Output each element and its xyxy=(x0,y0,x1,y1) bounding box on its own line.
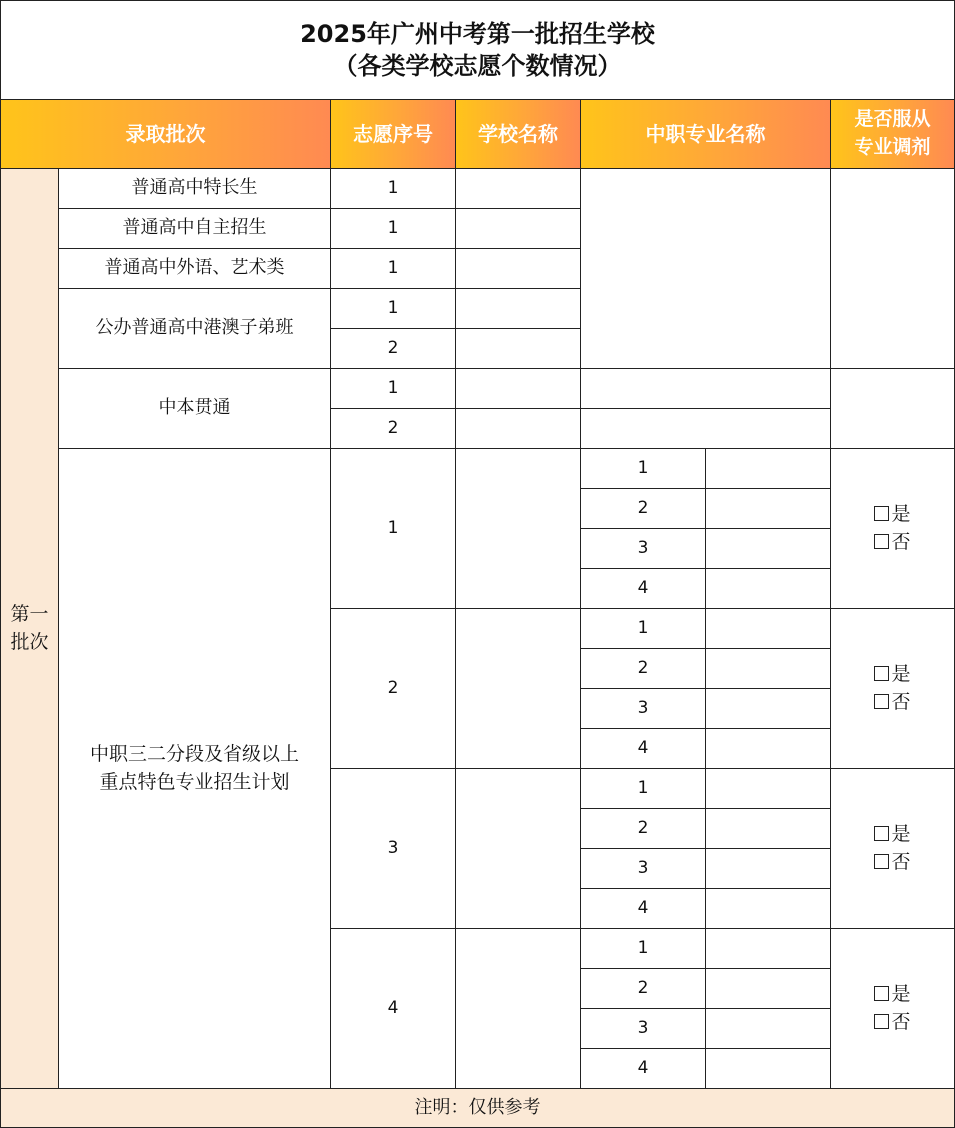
major-number xyxy=(580,448,706,489)
checkbox-icon[interactable] xyxy=(874,506,889,521)
choice-number xyxy=(330,288,456,329)
major-name-cell[interactable] xyxy=(580,408,831,449)
header-admission-batch xyxy=(0,99,331,169)
adjust-choice-group xyxy=(830,608,955,769)
school-name-cell[interactable] xyxy=(455,168,581,209)
no-label: 否 xyxy=(891,1010,911,1033)
no-label: 否 xyxy=(891,530,911,553)
major-number xyxy=(580,1048,706,1089)
major-number xyxy=(580,808,706,849)
major-number xyxy=(580,848,706,889)
major-number xyxy=(580,488,706,529)
major-number-text: 1 xyxy=(637,778,649,799)
major-name-cell[interactable] xyxy=(705,528,831,569)
major-name-cell[interactable] xyxy=(705,808,831,849)
vocational-school-name-cell[interactable] xyxy=(455,768,581,929)
major-number xyxy=(580,768,706,809)
no-label: 否 xyxy=(891,850,911,873)
yes-option[interactable] xyxy=(874,981,910,1009)
category-vocational-plan xyxy=(58,448,331,1089)
school-name-cell[interactable] xyxy=(455,368,581,409)
choice-number-text: 3 xyxy=(387,838,399,859)
adjust-blank-area xyxy=(830,368,955,449)
major-name-cell[interactable] xyxy=(705,888,831,929)
major-number-text: 3 xyxy=(637,1018,649,1039)
school-name-cell[interactable] xyxy=(455,408,581,449)
category-label: 公办普通高中港澳子弟班 xyxy=(95,317,294,339)
category-specialty-students xyxy=(58,168,331,209)
major-name-cell[interactable] xyxy=(705,928,831,969)
major-name-cell[interactable] xyxy=(705,648,831,689)
choice-number xyxy=(330,408,456,449)
category-label: 中本贯通 xyxy=(158,397,231,419)
header-accept-adjust-line-1: 是否服从 xyxy=(854,108,931,131)
major-name-cell[interactable] xyxy=(705,848,831,889)
title-line-2: （各类学校志愿个数情况） xyxy=(333,52,622,80)
major-number-text: 4 xyxy=(637,738,649,759)
school-name-cell[interactable] xyxy=(455,248,581,289)
yes-option[interactable] xyxy=(874,821,910,849)
vocational-choice-number xyxy=(330,768,456,929)
choice-number-text: 1 xyxy=(387,258,399,279)
header-admission-batch-label: 录取批次 xyxy=(125,122,206,146)
batch-label xyxy=(0,168,59,1089)
major-number xyxy=(580,608,706,649)
checkbox-icon[interactable] xyxy=(874,1014,889,1029)
category-label: 普通高中自主招生 xyxy=(122,217,267,239)
title-line-1: 2025年广州中考第一批招生学校 xyxy=(300,19,655,48)
choice-number-text: 1 xyxy=(387,218,399,239)
major-number xyxy=(580,888,706,929)
major-name-cell[interactable] xyxy=(705,1008,831,1049)
major-number xyxy=(580,648,706,689)
major-number xyxy=(580,688,706,729)
school-name-cell[interactable] xyxy=(455,288,581,329)
category-label: 普通高中特长生 xyxy=(131,177,258,199)
major-name-cell[interactable] xyxy=(705,1048,831,1089)
checkbox-icon[interactable] xyxy=(874,854,889,869)
no-option[interactable] xyxy=(874,529,910,557)
footer-note-text: 注明：仅供参考 xyxy=(414,1096,541,1118)
vocational-name-line-1: 中职三二分段及省级以上 xyxy=(89,742,299,765)
yes-label: 是 xyxy=(891,982,911,1005)
header-vocational-major-label: 中职专业名称 xyxy=(645,122,766,146)
major-name-cell[interactable] xyxy=(705,608,831,649)
choice-number-text: 1 xyxy=(387,518,399,539)
vocational-choice-number xyxy=(330,928,456,1089)
major-name-cell[interactable] xyxy=(705,968,831,1009)
choice-number-text: 1 xyxy=(387,178,399,199)
major-number-text: 2 xyxy=(637,498,649,519)
choice-number xyxy=(330,248,456,289)
choice-number-text: 2 xyxy=(387,338,399,359)
adjust-blank-area xyxy=(830,168,955,369)
major-number-text: 2 xyxy=(637,818,649,839)
checkbox-icon[interactable] xyxy=(874,666,889,681)
yes-option[interactable] xyxy=(874,661,910,689)
yes-label: 是 xyxy=(891,822,911,845)
major-number-text: 2 xyxy=(637,658,649,679)
adjust-choice-group xyxy=(830,768,955,929)
school-name-cell[interactable] xyxy=(455,328,581,369)
yes-label: 是 xyxy=(891,502,911,525)
major-number xyxy=(580,568,706,609)
no-label: 否 xyxy=(891,690,911,713)
vocational-school-name-cell[interactable] xyxy=(455,608,581,769)
major-number-text: 3 xyxy=(637,698,649,719)
page-title xyxy=(0,0,955,100)
vocational-choice-number xyxy=(330,448,456,609)
footer-note xyxy=(0,1088,955,1128)
major-number xyxy=(580,528,706,569)
major-number-text: 4 xyxy=(637,898,649,919)
choice-number xyxy=(330,208,456,249)
batch-label-line-2: 批次 xyxy=(10,630,49,653)
category-independent-admission xyxy=(58,208,331,249)
category-hk-macao-class xyxy=(58,288,331,369)
batch-label-line-1: 第一 xyxy=(10,602,49,625)
major-number xyxy=(580,728,706,769)
major-blank-area xyxy=(580,168,831,369)
header-accept-adjust-line-2: 专业调剂 xyxy=(854,136,931,158)
major-number-text: 3 xyxy=(637,538,649,559)
major-number xyxy=(580,1008,706,1049)
major-name-cell[interactable] xyxy=(705,688,831,729)
no-option[interactable] xyxy=(874,1009,910,1037)
choice-number-text: 1 xyxy=(387,298,399,319)
checkbox-icon[interactable] xyxy=(874,534,889,549)
choice-number-text: 4 xyxy=(387,998,399,1019)
choice-number-text: 1 xyxy=(387,378,399,399)
major-number xyxy=(580,968,706,1009)
choice-number xyxy=(330,368,456,409)
header-vocational-major xyxy=(580,99,831,169)
vocational-choice-number xyxy=(330,608,456,769)
major-number-text: 1 xyxy=(637,938,649,959)
adjust-choice-group xyxy=(830,928,955,1089)
major-number-text: 2 xyxy=(637,978,649,999)
school-name-cell[interactable] xyxy=(455,208,581,249)
major-name-cell[interactable] xyxy=(580,368,831,409)
choice-number-text: 2 xyxy=(387,678,399,699)
major-number-text: 1 xyxy=(637,618,649,639)
category-secondary-undergrad-program xyxy=(58,368,331,449)
header-choice-order-label: 志愿序号 xyxy=(353,122,433,146)
no-option[interactable] xyxy=(874,689,910,717)
header-choice-order xyxy=(330,99,456,169)
major-name-cell[interactable] xyxy=(705,448,831,489)
checkbox-icon[interactable] xyxy=(874,694,889,709)
vocational-school-name-cell[interactable] xyxy=(455,928,581,1089)
yes-label: 是 xyxy=(891,662,911,685)
header-accept-adjustment xyxy=(830,99,955,169)
major-number-text: 1 xyxy=(637,458,649,479)
major-name-cell[interactable] xyxy=(705,768,831,809)
adjust-choice-group xyxy=(830,448,955,609)
yes-option[interactable] xyxy=(874,501,910,529)
header-school-name xyxy=(455,99,581,169)
checkbox-icon[interactable] xyxy=(874,826,889,841)
major-name-cell[interactable] xyxy=(705,568,831,609)
category-language-arts xyxy=(58,248,331,289)
checkbox-icon[interactable] xyxy=(874,986,889,1001)
choice-number xyxy=(330,328,456,369)
major-name-cell[interactable] xyxy=(705,728,831,769)
major-number-text: 4 xyxy=(637,578,649,599)
category-label: 普通高中外语、艺术类 xyxy=(104,257,285,279)
header-school-name-label: 学校名称 xyxy=(478,122,558,146)
major-number xyxy=(580,928,706,969)
choice-number xyxy=(330,168,456,209)
no-option[interactable] xyxy=(874,849,910,877)
choice-number-text: 2 xyxy=(387,418,399,439)
major-number-text: 4 xyxy=(637,1058,649,1079)
vocational-name-line-2: 重点特色专业招生计划 xyxy=(99,770,290,793)
major-number-text: 3 xyxy=(637,858,649,879)
vocational-school-name-cell[interactable] xyxy=(455,448,581,609)
major-name-cell[interactable] xyxy=(705,488,831,529)
